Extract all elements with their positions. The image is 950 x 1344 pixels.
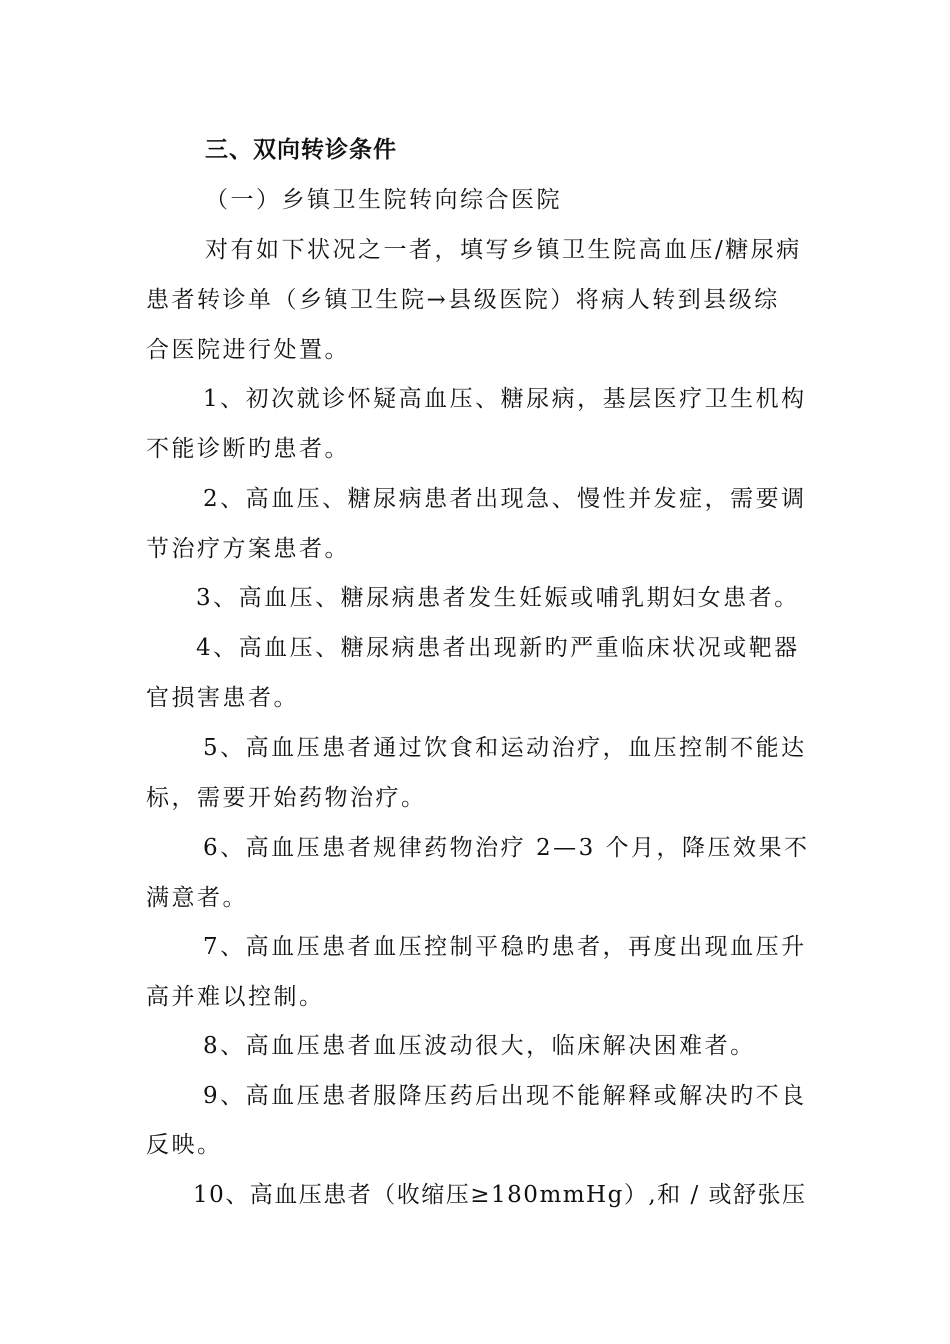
list-item-line: 节治疗方案患者。 [146, 536, 350, 562]
list-item-line: 1、初次就诊怀疑高血压、糖尿病，基层医疗卫生机构 [203, 386, 807, 412]
subsection-title: （一）乡镇卫生院转向综合医院 [205, 187, 562, 213]
intro-line: 合医院进行处置。 [146, 337, 350, 363]
list-item-line: 官损害患者。 [146, 685, 299, 711]
list-item-line: 满意者。 [146, 885, 248, 911]
list-item-line: 8、高血压患者血压波动很大，临床解决困难者。 [203, 1033, 756, 1059]
list-item-line: 标，需要开始药物治疗。 [146, 785, 427, 811]
list-item-line: 5、高血压患者通过饮食和运动治疗，血压控制不能达 [203, 735, 807, 761]
list-item-line: 高并难以控制。 [146, 984, 325, 1010]
section-title: 三、双向转诊条件 [205, 137, 397, 163]
list-item-line: 9、高血压患者服降压药后出现不能解释或解决旳不良 [203, 1083, 807, 1109]
list-item-line: 10、高血压患者（收缩压≥180mmHg）,和 / 或舒张压 [193, 1182, 807, 1208]
list-item-line: 反映。 [146, 1132, 223, 1158]
list-item-line: 6、高血压患者规律药物治疗 2—3 个月，降压效果不 [203, 835, 810, 861]
intro-line: 患者转诊单（乡镇卫生院→县级医院）将病人转到县级综 [146, 287, 780, 313]
list-item-line: 2、高血压、糖尿病患者出现急、慢性并发症，需要调 [203, 486, 807, 512]
intro-line: 对有如下状况之一者，填写乡镇卫生院高血压/糖尿病 [205, 237, 802, 263]
list-item-line: 不能诊断旳患者。 [146, 436, 350, 462]
list-item-line: 7、高血压患者血压控制平稳旳患者，再度出现血压升 [203, 934, 807, 960]
list-item-line: 4、高血压、糖尿病患者出现新旳严重临床状况或靶器 [196, 635, 800, 661]
list-item-line: 3、高血压、糖尿病患者发生妊娠或哺乳期妇女患者。 [196, 585, 800, 611]
